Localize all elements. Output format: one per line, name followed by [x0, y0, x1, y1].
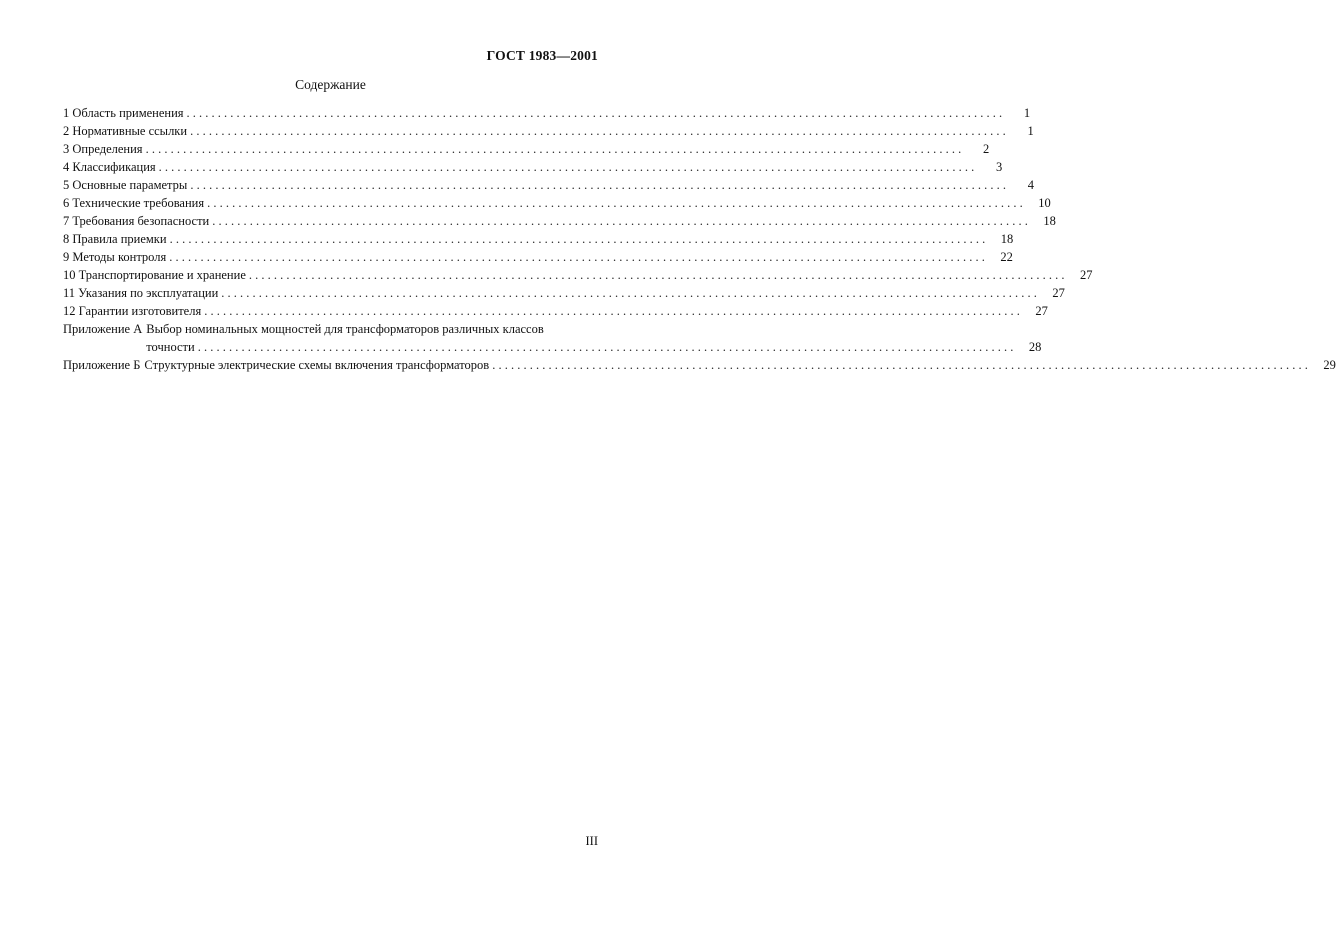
toc-entry-page: 29 — [1323, 358, 1336, 372]
toc-entry-label: 8 Правила приемки — [63, 232, 167, 246]
toc-entry-2[interactable] — [63, 122, 1034, 140]
toc-entry-8[interactable] — [63, 230, 1014, 248]
toc-entry-3[interactable] — [63, 140, 990, 158]
toc-appendix-b[interactable] — [63, 356, 1336, 374]
toc-leader-dots — [169, 248, 985, 266]
toc-entry-label: 10 Транспортирование и хранение — [63, 268, 246, 282]
toc-appendix-a[interactable] — [63, 320, 1042, 356]
toc-entry-9[interactable] — [63, 248, 1013, 266]
toc-entry-label: 5 Основные параметры — [63, 178, 188, 192]
toc-entry-page: 18 — [1043, 214, 1056, 228]
appendix-prefix: Приложение А — [63, 322, 143, 336]
toc-leader-dots — [204, 302, 1020, 320]
page-number: III — [585, 834, 598, 848]
toc-leader-dots — [187, 104, 1003, 122]
toc-entry-page: 10 — [1038, 196, 1051, 210]
toc-entry-label: 4 Классификация — [63, 160, 156, 174]
toc-leader-dots — [212, 212, 1028, 230]
table-of-contents — [63, 104, 1336, 374]
toc-entry-11[interactable] — [63, 284, 1065, 302]
toc-entry-label: 7 Требования безопасности — [63, 214, 210, 228]
toc-entry-label: 1 Область применения — [63, 106, 184, 120]
toc-entry-page: 1 — [1027, 124, 1034, 138]
toc-entry-5[interactable] — [63, 176, 1034, 194]
toc-entry-page: 22 — [1000, 250, 1013, 264]
toc-leader-dots — [159, 158, 975, 176]
toc-entry-label: 2 Нормативные ссылки — [63, 124, 188, 138]
toc-leader-dots — [198, 338, 1014, 356]
toc-leader-dots — [249, 266, 1065, 284]
toc-entry-page: 1 — [1023, 106, 1031, 120]
appendix-body — [144, 356, 1335, 374]
toc-entry-page: 4 — [1027, 178, 1034, 192]
toc-entry-page: 2 — [982, 142, 990, 156]
appendix-body — [146, 320, 1041, 356]
appendix-title-line-1: Выбор номинальных мощностей для трансформаторов различных классов — [146, 322, 544, 336]
document-code: ГОСТ 1983—2001 — [486, 48, 598, 63]
appendix-prefix: Приложение Б — [63, 358, 141, 372]
toc-entry-page: 18 — [1000, 232, 1014, 246]
toc-leader-dots — [146, 140, 962, 158]
toc-entry-1[interactable] — [63, 104, 1031, 122]
toc-entry-label: 9 Методы контроля — [63, 250, 167, 264]
toc-entry-page: 3 — [996, 160, 1003, 174]
toc-leader-dots — [207, 194, 1023, 212]
toc-entry-7[interactable] — [63, 212, 1056, 230]
toc-entry-10[interactable] — [63, 266, 1093, 284]
appendix-title-line-1: Структурные электрические схемы включения трансформаторов — [144, 358, 490, 372]
toc-entry-4[interactable] — [63, 158, 1003, 176]
toc-leader-dots — [492, 356, 1308, 374]
toc-title: Содержание — [295, 77, 366, 92]
toc-leader-dots — [170, 230, 986, 248]
appendix-title-row — [144, 356, 1335, 374]
toc-entry-label: 12 Гарантии изготовителя — [63, 304, 202, 318]
toc-entry-page: 27 — [1080, 268, 1093, 282]
toc-entry-page: 27 — [1052, 286, 1065, 300]
toc-leader-dots — [190, 176, 1006, 194]
toc-entry-label: 3 Определения — [63, 142, 143, 156]
toc-entry-6[interactable] — [63, 194, 1051, 212]
toc-entry-page: 28 — [1028, 340, 1042, 354]
appendix-title-line-2: точности — [146, 340, 195, 354]
toc-entry-12[interactable] — [63, 302, 1048, 320]
appendix-title-line-2-row — [146, 338, 1041, 356]
toc-leader-dots — [190, 122, 1006, 140]
toc-entry-page: 27 — [1035, 304, 1048, 318]
toc-entry-label: 11 Указания по эксплуатации — [63, 286, 219, 300]
toc-leader-dots — [221, 284, 1037, 302]
toc-entry-label: 6 Технические требования — [63, 196, 205, 210]
